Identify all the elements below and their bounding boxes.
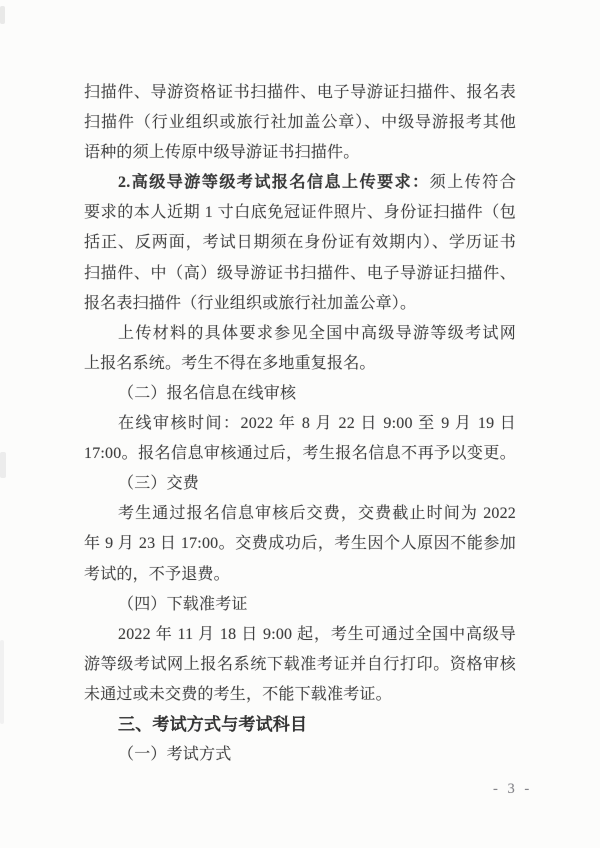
text-line: 游等级考试网上报名系统下载准考证并自行打印。资格审核 (84, 655, 516, 673)
text-line: 括正、反两面，考试日期须在身份证有效期内）、学历证书 (84, 234, 516, 252)
scan-artifact (0, 6, 5, 24)
document-body (84, 78, 516, 770)
text-line: 扫描件、导游资格证书扫描件、电子导游证扫描件、报名表 (84, 84, 516, 101)
text-line: 语种的须上传原中级导游证书扫描件。 (84, 144, 360, 162)
subsection-heading: （二）报名信息在线审核 (118, 384, 297, 402)
subsection-heading: （四）下载准考证 (118, 595, 248, 613)
text-line: 2022 年 11 月 18 日 9:00 起，考生可通过全国中高级导 (118, 625, 516, 643)
subsection-heading: （三）交费 (118, 475, 200, 493)
text-line: 扫描件、中（高）级导游证书扫描件、电子导游证扫描件、 (84, 264, 516, 282)
text-line: 扫描件（行业组织或旅行社加盖公章）、中级导游报考其他 (84, 114, 516, 132)
text-segment: 须上传符合 (429, 174, 516, 192)
bold-run: 2.高级导游等级考试报名信息上传要求： (118, 174, 430, 192)
text-line: 未通过或未交费的考生，不能下载准考证。 (84, 685, 392, 703)
text-line: 考生通过报名信息审核后交费，交费截止时间为 2022 (118, 505, 516, 523)
scan-artifact (0, 640, 4, 724)
subsection-heading: （一）考试方式 (118, 746, 232, 764)
text-line: 考试的，不予退费。 (84, 565, 230, 583)
text-line: 在线审核时间：2022 年 8 月 22 日 9:00 至 9 月 19 日 (118, 415, 516, 433)
text-line: 上报名系统。考生不得在多地重复报名。 (84, 354, 376, 372)
text-line: 要求的本人近期 1 寸白底免冠证件照片、身份证扫描件（包 (84, 204, 516, 222)
page-number: - 3 - (493, 781, 533, 797)
scan-artifact (0, 452, 6, 478)
section-heading: 三、考试方式与考试科目 (118, 714, 308, 734)
text-line: 年 9 月 23 日 17:00。交费成功后，考生因个人原因不能参加 (84, 535, 516, 553)
text-line: 17:00。报名信息审核通过后，考生报名信息不再予以变更。 (84, 445, 516, 463)
text-line: 上传材料的具体要求参见全国中高级导游等级考试网 (118, 324, 516, 342)
text-line: 报名表扫描件（行业组织或旅行社加盖公章）。 (84, 294, 417, 312)
upload-requirements-heading-line (84, 168, 516, 198)
